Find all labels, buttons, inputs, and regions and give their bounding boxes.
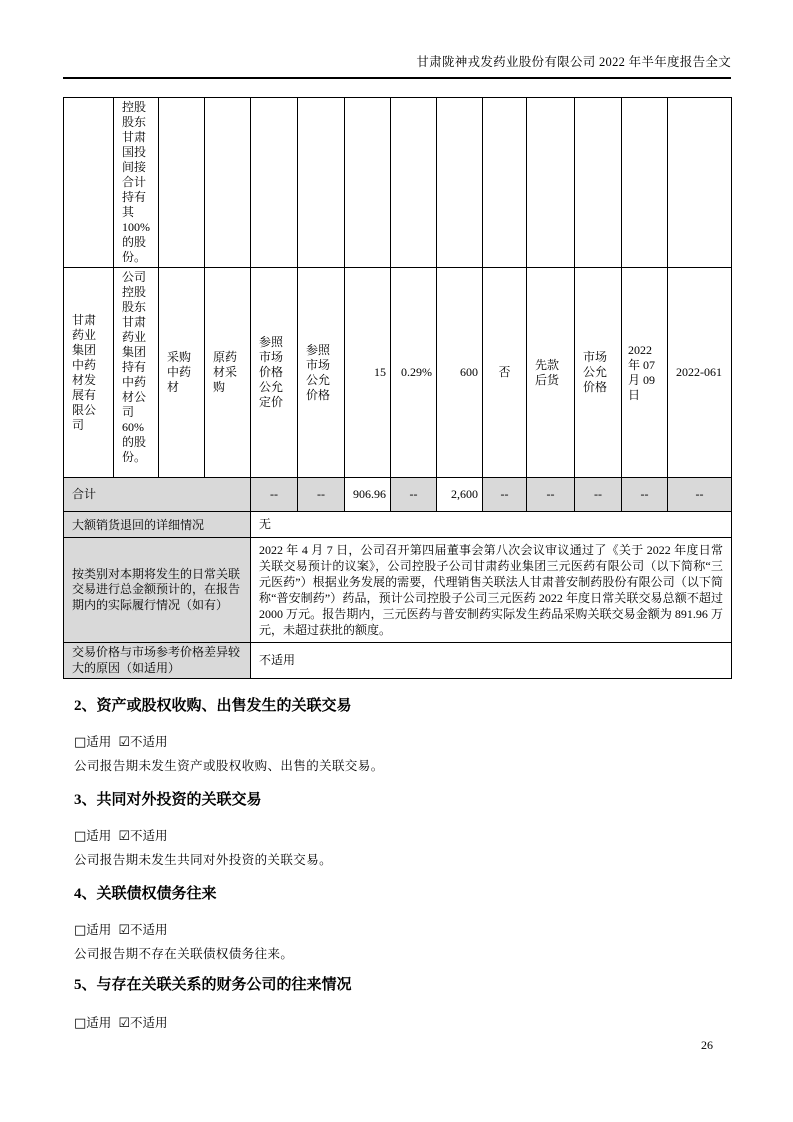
checkbox-unchecked-icon: □ bbox=[74, 923, 87, 938]
transaction-content-cell: 原药材采购 bbox=[205, 268, 251, 478]
section-body: 公司报告期未发生共同对外投资的关联交易。 bbox=[74, 853, 333, 867]
approved-quota-cell: 600 bbox=[437, 268, 483, 478]
price-diff-value-cell: 不适用 bbox=[251, 643, 732, 679]
pricing-principle-cell: 参照市场价格公允定价 bbox=[251, 268, 298, 478]
checkbox-checked-icon: ☑ bbox=[118, 1016, 130, 1031]
table-row-price-diff bbox=[64, 643, 732, 679]
section-title: 5、与存在关联关系的财务公司的往来情况 bbox=[74, 977, 352, 993]
empty-cell bbox=[159, 98, 205, 268]
page-number: 26 bbox=[701, 1038, 713, 1052]
amount-cell: 15 bbox=[345, 268, 391, 478]
applicability-line bbox=[74, 734, 731, 751]
applicable-label: 适用 bbox=[86, 923, 112, 937]
related-transactions-table bbox=[63, 97, 732, 679]
empty-cell bbox=[483, 98, 527, 268]
over-quota-cell: 否 bbox=[483, 268, 527, 478]
table-row-sales-return bbox=[64, 512, 732, 538]
applicable-label: 适用 bbox=[86, 1016, 112, 1030]
ratio-cell: 0.29% bbox=[391, 268, 437, 478]
checkbox-checked-icon: ☑ bbox=[118, 923, 130, 938]
total-value-cell: -- bbox=[527, 478, 575, 512]
empty-cell bbox=[622, 98, 668, 268]
section-title: 2、资产或股权收购、出售发生的关联交易 bbox=[74, 698, 352, 714]
total-label-cell: 合计 bbox=[64, 478, 251, 512]
page-header-title: 甘肃陇神戎发药业股份有限公司 2022 年半年度报告全文 bbox=[416, 55, 731, 69]
empty-cell bbox=[298, 98, 345, 268]
empty-cell bbox=[437, 98, 483, 268]
relationship-cell: 控股股东甘肃国投间接合计持有其100%的股份。 bbox=[114, 98, 159, 268]
empty-cell bbox=[668, 98, 732, 268]
not-applicable-label: 不适用 bbox=[129, 829, 168, 843]
total-value-cell: -- bbox=[251, 478, 298, 512]
header-rule bbox=[63, 77, 731, 79]
party-name-cell bbox=[64, 98, 114, 268]
empty-cell bbox=[345, 98, 391, 268]
applicability-line bbox=[74, 1015, 731, 1032]
not-applicable-label: 不适用 bbox=[129, 923, 168, 937]
total-value-cell: -- bbox=[298, 478, 345, 512]
table-row-related-party bbox=[64, 268, 732, 478]
empty-cell bbox=[391, 98, 437, 268]
sales-return-value-cell: 无 bbox=[251, 512, 732, 538]
section-asset-equity bbox=[74, 696, 731, 774]
total-quota-cell: 2,600 bbox=[437, 478, 483, 512]
total-amount-cell: 906.96 bbox=[345, 478, 391, 512]
checkbox-checked-icon: ☑ bbox=[118, 829, 130, 844]
section-title: 4、关联债权债务往来 bbox=[74, 886, 217, 902]
checkbox-unchecked-icon: □ bbox=[74, 829, 87, 844]
settlement-cell: 先款后货 bbox=[527, 268, 575, 478]
section-title: 3、共同对外投资的关联交易 bbox=[74, 792, 262, 808]
checkbox-checked-icon: ☑ bbox=[118, 735, 130, 750]
relationship-cell: 公司控股股东甘肃药业集团持有中药材公司60%的股份。 bbox=[114, 268, 159, 478]
section-body: 公司报告期不存在关联债权债务往来。 bbox=[74, 947, 294, 961]
page-content bbox=[63, 0, 731, 1032]
estimate-label-cell: 按类别对本期将发生的日常关联交易进行总金额预计的，在报告期内的实际履行情况（如有） bbox=[64, 538, 251, 643]
estimate-value-cell: 2022 年 4 月 7 日，公司召开第四届董事会第八次会议审议通过了《关于 2022 年度日常关联交易预计的议案》，公司控股子公司甘肃药业集团三元医药有限公司（以下简称“三元医药”）根据业务发展的需要，代理销售关联法人甘肃普安制药股份有限公司（以下简称“普安制药”）药品，预计公司控股子公司三元医药 2022 年度日常关联交易总额不超过 2000 万元。报告期内，三元医药与普安制药实际发生药品采购关联交易金额为 891.96 万元，未超过获批的额度。 bbox=[251, 538, 732, 643]
price-cell: 参照市场公允价格 bbox=[298, 268, 345, 478]
empty-cell bbox=[205, 98, 251, 268]
table-row-continuation bbox=[64, 98, 732, 268]
checkbox-unchecked-icon: □ bbox=[74, 735, 87, 750]
total-value-cell: -- bbox=[668, 478, 732, 512]
not-applicable-label: 不适用 bbox=[129, 1016, 168, 1030]
applicability-line bbox=[74, 922, 731, 939]
applicable-label: 适用 bbox=[86, 735, 112, 749]
not-applicable-label: 不适用 bbox=[129, 735, 168, 749]
disclosure-index-cell: 2022-061 bbox=[668, 268, 732, 478]
total-value-cell: -- bbox=[575, 478, 622, 512]
price-diff-label-cell: 交易价格与市场参考价格差异较大的原因（如适用） bbox=[64, 643, 251, 679]
section-creditor-debt bbox=[74, 884, 731, 962]
applicability-line bbox=[74, 828, 731, 845]
party-name-cell: 甘肃药业集团中药材发展有限公司 bbox=[64, 268, 114, 478]
total-value-cell: -- bbox=[391, 478, 437, 512]
checkbox-unchecked-icon: □ bbox=[74, 1016, 87, 1031]
total-value-cell: -- bbox=[622, 478, 668, 512]
table-row-estimate bbox=[64, 538, 732, 643]
empty-cell bbox=[575, 98, 622, 268]
sales-return-label-cell: 大额销货退回的详细情况 bbox=[64, 512, 251, 538]
table-row-total bbox=[64, 478, 732, 512]
section-finance-company bbox=[74, 975, 731, 1032]
section-body: 公司报告期未发生资产或股权收购、出售的关联交易。 bbox=[74, 759, 384, 773]
transaction-type-cell: 采购中药材 bbox=[159, 268, 205, 478]
section-joint-investment bbox=[74, 790, 731, 868]
empty-cell bbox=[527, 98, 575, 268]
disclosure-date-cell: 2022 年 07 月 09 日 bbox=[622, 268, 668, 478]
applicable-label: 适用 bbox=[86, 829, 112, 843]
market-price-cell: 市场公允价格 bbox=[575, 268, 622, 478]
total-value-cell: -- bbox=[483, 478, 527, 512]
empty-cell bbox=[251, 98, 298, 268]
